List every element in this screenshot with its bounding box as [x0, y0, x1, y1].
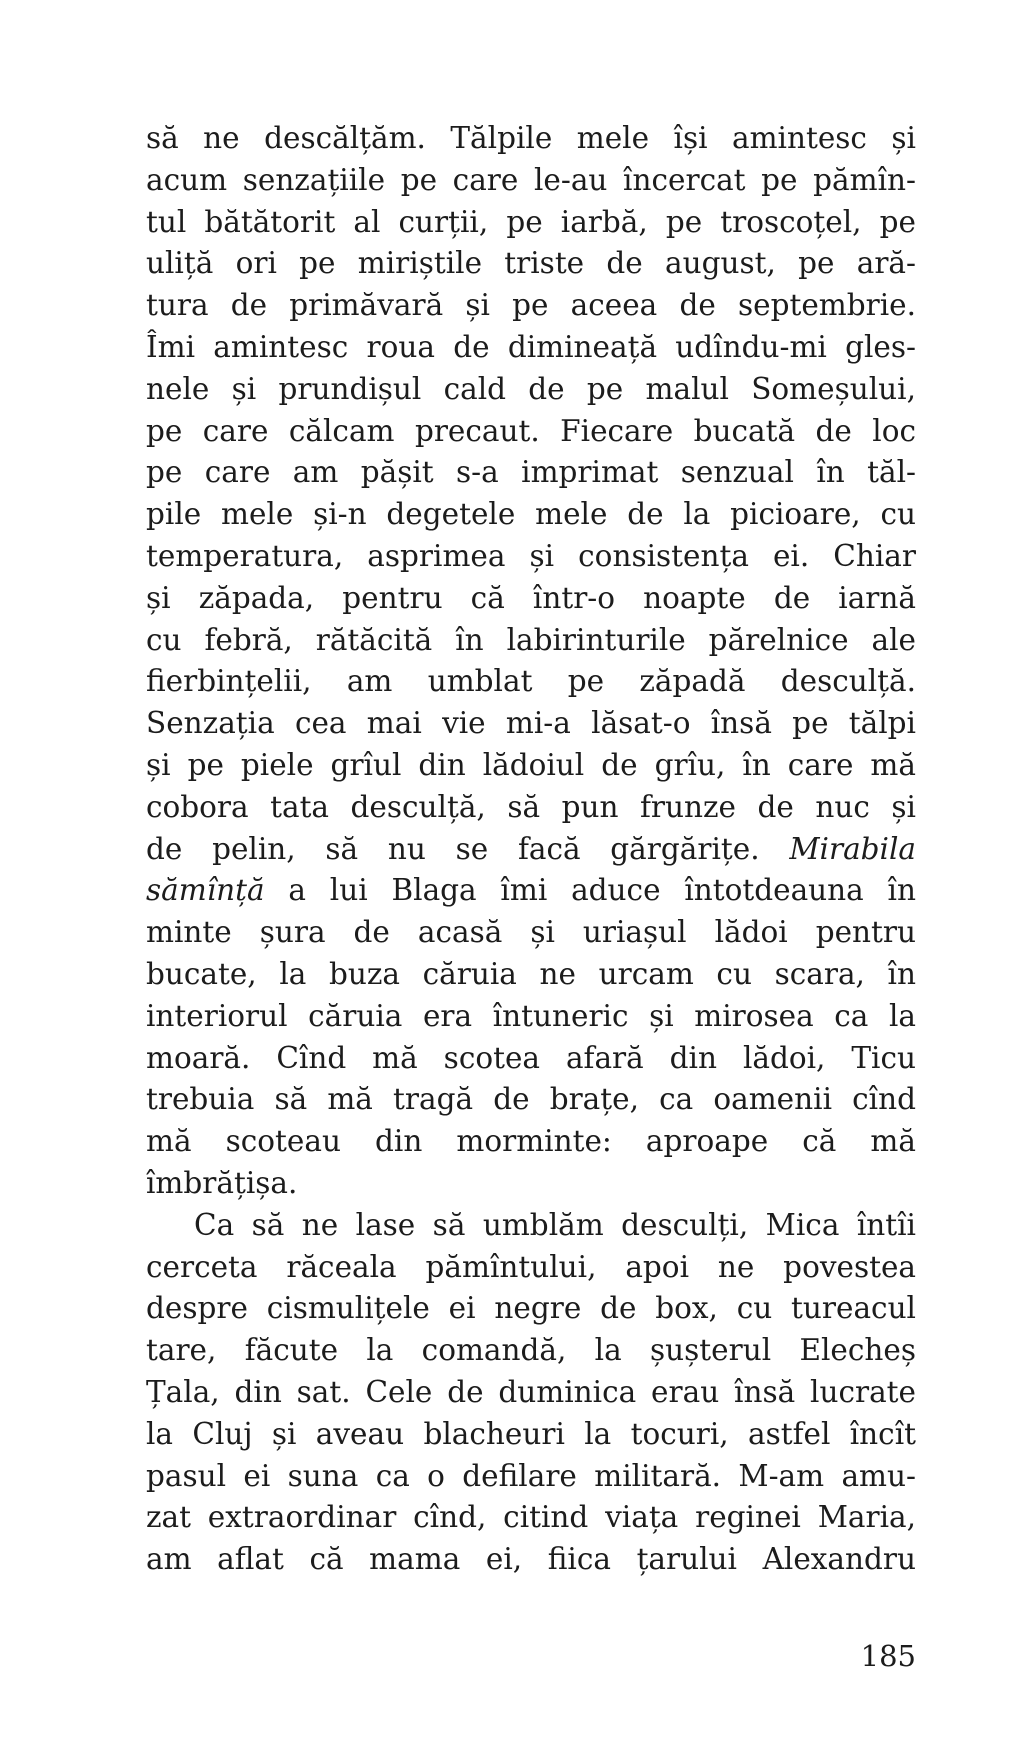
text-line-with-italic	[146, 870, 916, 912]
text-line: nele și prundișul cald de pe malul Someșului,	[146, 371, 916, 406]
text-line: acum senzațiile pe care le-au încercat pe pămîn-	[146, 162, 916, 197]
text-line: pe care călcam precaut. Fiecare bucată de loc	[146, 413, 916, 448]
text-line: pe care am pășit s-a imprimat senzual în tăl-	[146, 455, 916, 490]
text-line: uliță ori pe miriștile triste de august, pe ară-	[146, 246, 916, 281]
text-line: trebuia să mă tragă de brațe, ca oamenii cînd	[146, 1082, 916, 1117]
text-line: să ne descălțăm. Tălpile mele își amintesc și	[146, 121, 916, 155]
text-line: Îmi amintesc roua de dimineață udîndu-mi gles-	[146, 329, 916, 364]
text-line: tul bătătorit al curții, pe iarbă, pe troscoțel, pe	[146, 204, 916, 239]
text-line: temperatura, asprimea și consistența ei. Chiar	[146, 538, 916, 573]
text-line: zat extraordinar cînd, citind viața reginei Maria,	[146, 1500, 916, 1535]
text-line: și zăpada, pentru că într-o noapte de iarnă	[146, 580, 916, 615]
text-line: pasul ei suna ca o defilare militară. M-am amu-	[146, 1458, 916, 1493]
italic-title: Mirabila	[789, 831, 916, 866]
text-line: moară. Cînd mă scotea afară din lădoi, Ticu	[146, 1040, 916, 1075]
text-line: fierbințelii, am umblat pe zăpadă desculță.	[146, 664, 916, 699]
text-line: bucate, la buza căruia ne urcam cu scara, în	[146, 956, 916, 991]
page-number: 185	[860, 1639, 916, 1673]
text-line: pile mele și-n degetele mele de la picioare, cu	[146, 497, 916, 532]
text-line: mă scoteau din morminte: aproape că mă	[146, 1124, 916, 1159]
text-line: tare, făcute la comandă, la șușterul Elecheș	[146, 1333, 916, 1368]
text-line: interiorul căruia era întuneric și mirosea ca la	[146, 998, 916, 1033]
page-body	[146, 118, 916, 1581]
text-line: și pe piele grîul din lădoiul de grîu, în care mă	[146, 747, 916, 782]
paragraph-start-line: Ca să ne lase să umblăm desculți, Mica întîi	[194, 1207, 916, 1242]
italic-title: sămînță	[146, 873, 265, 908]
text-line: minte șura de acasă și uriașul lădoi pentru	[146, 915, 916, 950]
text-line: cerceta răceala pămîntului, apoi ne povestea	[146, 1249, 916, 1284]
text-line: Senzația cea mai vie mi-a lăsat-o însă pe tălpi	[146, 706, 916, 741]
text-line-with-italic	[146, 829, 916, 871]
text-line: am aflat că mama ei, fiica țarului Alexandru	[146, 1542, 916, 1577]
text-segment: de pelin, să nu se facă gărgărițe.	[146, 831, 760, 866]
text-line: cu febră, rătăcită în labirinturile părelnice ale	[146, 622, 916, 657]
text-line: cobora tata desculță, să pun frunze de nuc și	[146, 789, 916, 824]
text-line: la Cluj și aveau blacheuri la tocuri, astfel încît	[146, 1416, 916, 1451]
text-line: tura de primăvară și pe aceea de septembrie.	[146, 288, 916, 323]
text-segment: a lui Blaga îmi aduce întotdeauna în	[288, 873, 916, 908]
text-line: Țala, din sat. Cele de duminica erau însă lucrate	[146, 1374, 916, 1409]
text-line: despre cismulițele ei negre de box, cu tureacul	[146, 1291, 916, 1326]
paragraph-end-line: îmbrățișa.	[146, 1165, 298, 1200]
